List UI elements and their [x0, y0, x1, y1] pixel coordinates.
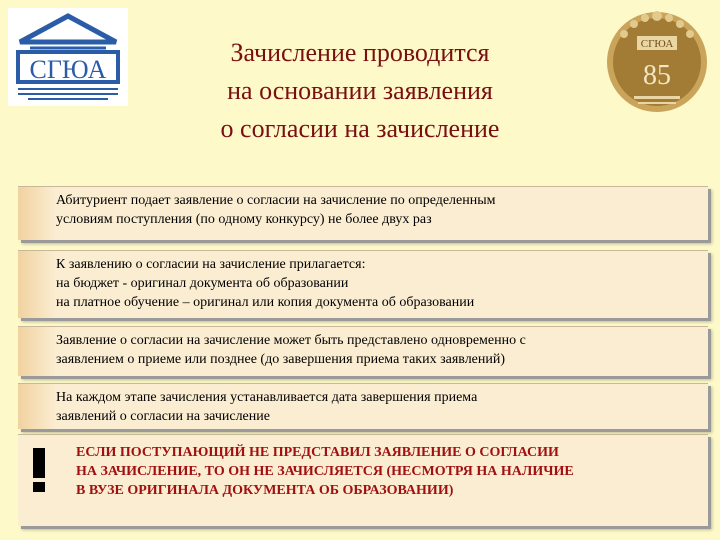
info-block — [18, 250, 708, 318]
block-accent — [18, 384, 56, 429]
text-line: условиям поступления (по одному конкурсу) не более двух раз — [56, 212, 432, 227]
warning-line: В ВУЗЕ ОРИГИНАЛА ДОКУМЕНТА ОБ ОБРАЗОВАНИИ) — [76, 483, 454, 498]
emblem-number: 85 — [643, 60, 671, 91]
title-line: о согласии на зачисление — [220, 114, 500, 143]
info-block — [18, 186, 708, 240]
block-text — [56, 388, 700, 426]
anniversary-emblem — [604, 6, 710, 116]
text-line: на бюджет - оригинал документа об образовании — [56, 276, 349, 291]
title-line: на основании заявления — [227, 76, 493, 105]
text-line: К заявлению о согласии на зачисление прилагается: — [56, 257, 366, 272]
title-line: Зачисление проводится — [230, 38, 490, 67]
block-accent — [18, 187, 56, 240]
logo-text: СГЮА — [29, 55, 107, 84]
university-logo — [8, 8, 128, 106]
page-title — [150, 34, 570, 148]
text-line: на платное обучение – оригинал или копия документа об образовании — [56, 295, 475, 310]
block-text — [56, 191, 700, 229]
warning-line: ЕСЛИ ПОСТУПАЮЩИЙ НЕ ПРЕДСТАВИЛ ЗАЯВЛЕНИЕ О СОГЛАСИИ — [76, 445, 559, 460]
text-line: заявлением о приеме или позднее (до завершения приема таких заявлений) — [56, 352, 506, 367]
exclamation-icon — [24, 446, 54, 494]
block-text — [56, 331, 700, 369]
warning-line: НА ЗАЧИСЛЕНИЕ, ТО ОН НЕ ЗАЧИСЛЯЕТСЯ (НЕСМОТРЯ НА НАЛИЧИЕ — [76, 464, 574, 479]
block-accent — [18, 327, 56, 376]
warning-block — [18, 434, 708, 526]
text-line: Заявление о согласии на зачисление может быть представлено одновременно с — [56, 333, 526, 348]
emblem-abbr: СГЮА — [640, 38, 674, 50]
warning-text — [76, 443, 700, 500]
text-line: Абитуриент подает заявление о согласии на зачисление по определенным — [56, 193, 496, 208]
block-text — [56, 255, 700, 312]
block-accent — [18, 251, 56, 318]
info-block — [18, 383, 708, 429]
info-block — [18, 326, 708, 376]
text-line: На каждом этапе зачисления устанавливается дата завершения приема — [56, 390, 478, 405]
text-line: заявлений о согласии на зачисление — [56, 409, 270, 424]
